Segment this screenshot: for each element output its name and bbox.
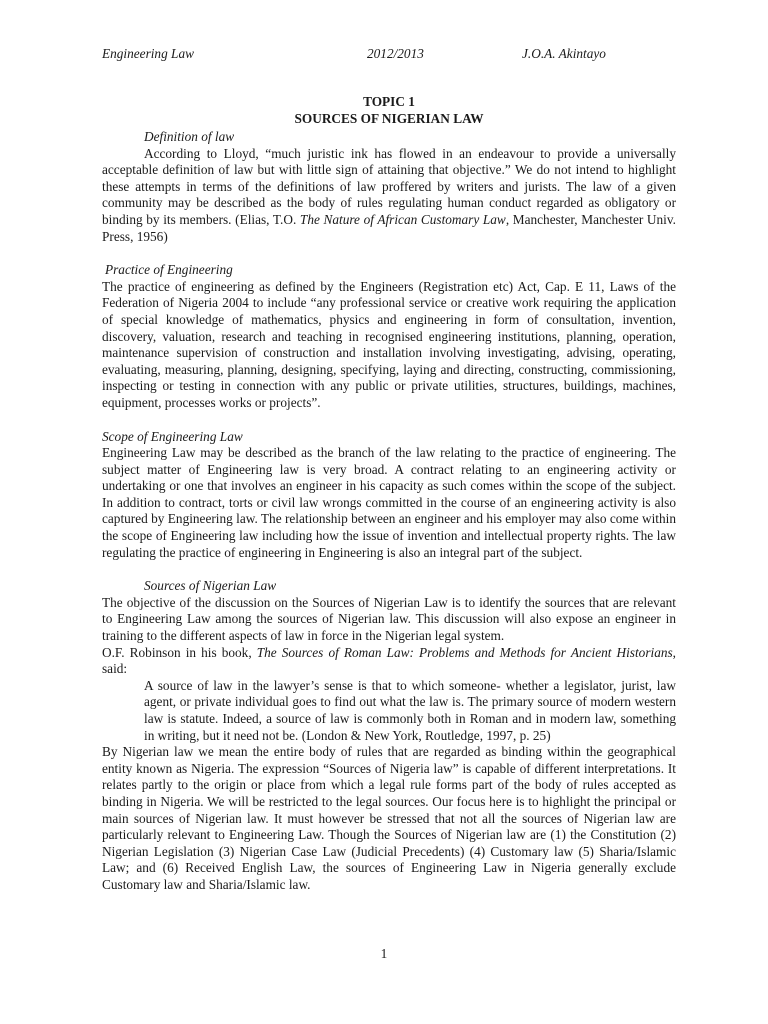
header-session: 2012/2013 [367,46,424,61]
definition-paragraph [102,146,676,246]
robinson-text: O.F. Robinson in his book, [102,644,257,660]
title-block [102,94,676,128]
closing-paragraph: By Nigerian law we mean the entire body of rules that are regarded as binding within the geographical entity known as Nigeria. The expression “Sources of Nigeria law” is capable of different interpretations. It relates partly to the origin or place from which a legal rule forms part of the body of rules accepted as binding in Nigeria. We will be restricted to the legal sources. Our focus here is to highlight the principal or main sources of Nigerian law. It must however be stressed that not all the sources of Nigerian law are particularly relevant to Engineering Law. Though the Sources of Nigerian law are (1) the Constitution (2) Nigerian Legislation (3) Nigerian Case Law (Judicial Precedents) (4) Customary law (5) Sharia/Islamic Law; and (6) Received English Law, the sources of Engineering Law in Nigeria generally exclude Customary law and Sharia/Islamic law. [102,744,676,892]
block-quote: A source of law in the lawyer’s sense is that to which someone- whether a legislator, jurist, law agent, or private individual goes to find out what the law is. The primary source of modern western law is statute. Indeed, a source of law is commonly both in Roman and in modern law, something in writing, but it need not be. (London & New York, Routledge, 1997, p. 25) [144,677,676,743]
practice-heading: Practice of Engineering [105,262,233,278]
robinson-book-title: The Sources of Roman Law: Problems and Methods for Ancient Historians [256,644,673,660]
definition-heading: Definition of law [144,129,235,144]
page-number: 1 [380,946,388,961]
header-course: Engineering Law [102,46,194,61]
robinson-paragraph [102,645,676,678]
topic-label: TOPIC 1 [363,94,415,109]
definition-text-end: , Manchester, Manchester Univ. Press, 1956) [102,211,676,244]
sources-paragraph: The objective of the discussion on the Sources of Nigerian Law is to identify the sources that are relevant to Engineering Law among the sources of Nigerian law. This discussion will also expose an engineer in training to the different aspects of law in force in the Nigerian legal system. [102,594,676,644]
robinson-text-end: , said: [102,644,676,677]
definition-book-title: The Nature of African Customary Law [299,211,506,227]
definition-text: According to Lloyd, “much juristic ink has flowed in an endeavour to provide a universally acceptable definition of law but with little sign of attaining that objective.” We do not intend to highlight these attempts in terms of the definitions of law proffered by writers and jurists. The law of a given community may be described as the body of rules regulating human conduct regarded as obligatory or binding by its members. (Elias, T.O. [102,145,676,227]
scope-heading: Scope of Engineering Law [102,428,243,444]
running-header [102,46,676,64]
practice-paragraph: The practice of engineering as defined by the Engineers (Registration etc) Act, Cap. E 11, Laws of the Federation of Nigeria 2004 to include “any professional service or creative work requiring the application of special knowledge of mathematics, physics and engineering in form of consultation, invention, discovery, valuation, research and teaching in recognised engineering institutions, planning, operation, maintenance supervision of construction and installation involving investigating, advising, operating, evaluating, measuring, planning, designing, specifying, laying and directing, constructing, commissioning, inspecting or testing in connection with any public or private utilities, structures, buildings, machines, equipment, processes works or projects”. [102,278,676,410]
document-body [102,129,676,894]
scope-paragraph: Engineering Law may be described as the branch of the law relating to the practice of engineering. The subject matter of Engineering law is very broad. A contract relating to an engineering activity or undertaking or one that involves an engineer in his capacity as such comes within the scope of the subject. In addition to contract, torts or civil law wrongs committed in the course of an engineering activity is also captured by Engineering law. The relationship between an engineer and his employer may also come within the scope of Engineering law including how the issue of invention and intellectual property rights. The law regulating the practice of engineering in Engineering is also an integral part of the subject. [102,445,676,560]
header-author: J.O.A. Akintayo [522,46,606,61]
page-title: SOURCES OF NIGERIAN LAW [294,111,484,126]
sources-heading: Sources of Nigerian Law [144,578,277,594]
